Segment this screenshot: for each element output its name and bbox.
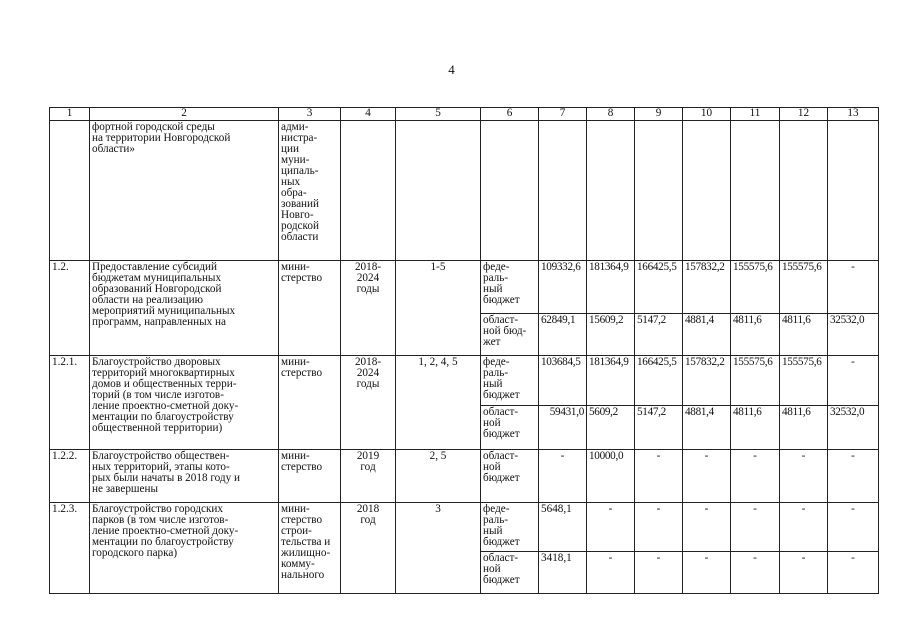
amount: 4881,4 (683, 314, 731, 356)
amount: 4881,4 (683, 406, 731, 450)
amount: 155575,6 (780, 261, 828, 314)
period: 2019 год (341, 450, 396, 503)
amount: 157832,2 (683, 261, 731, 314)
column-number: 1 (50, 108, 90, 121)
column-number: 2 (90, 108, 279, 121)
column-number: 10 (683, 108, 731, 121)
amount: - (828, 450, 879, 503)
funding-source: област- ной бюджет (481, 406, 539, 450)
funding-source: феде- раль- ный бюджет (481, 261, 539, 314)
column-number: 3 (279, 108, 341, 121)
period: 2018 год (341, 503, 396, 594)
funding-source: феде- раль- ный бюджет (481, 356, 539, 406)
column-number: 5 (396, 108, 481, 121)
amount: 5609,2 (587, 406, 635, 450)
amount: 103684,5 (539, 356, 587, 406)
column-number: 7 (539, 108, 587, 121)
continued-executor: адми- нистра- ции муни- ципаль- ных обра- зований Новго- родской области (279, 121, 341, 261)
row-number: 1.2. (50, 261, 90, 356)
amount: - (828, 552, 879, 594)
amount: 166425,5 (635, 261, 683, 314)
continued-activity-name: фортной городской среды на территории Новгородской области» (90, 121, 279, 261)
executor: мини- стерство (279, 450, 341, 503)
indicators: 3 (396, 503, 481, 594)
column-number: 6 (481, 108, 539, 121)
funding-source: област- ной бюджет (481, 552, 539, 594)
amount: 155575,6 (731, 261, 780, 314)
amount: - (635, 503, 683, 552)
amount: - (635, 450, 683, 503)
amount: - (828, 356, 879, 406)
row-number: 1.2.3. (50, 503, 90, 594)
program-table (49, 107, 879, 594)
amount: 62849,1 (539, 314, 587, 356)
executor: мини- стерство (279, 261, 341, 356)
row-number: 1.2.2. (50, 450, 90, 503)
amount: 32532,0 (828, 406, 879, 450)
amount: - (587, 552, 635, 594)
amount: 181364,9 (587, 261, 635, 314)
amount: 4811,6 (780, 406, 828, 450)
activity-name: Благоустройство дворовых территорий многоквартирных домов и общественных терри- торий (в том числе изготов- ление проектно-сметной доку- ментации по благоустройству общественной территории) (90, 356, 279, 450)
amount: 4811,6 (780, 314, 828, 356)
amount: - (587, 503, 635, 552)
table-row (50, 503, 879, 552)
amount: 157832,2 (683, 356, 731, 406)
column-number-row (50, 108, 879, 121)
amount: 4811,6 (731, 314, 780, 356)
amount: 5147,2 (635, 314, 683, 356)
table-row (50, 450, 879, 503)
amount: 15609,2 (587, 314, 635, 356)
table-row (50, 356, 879, 406)
amount: - (731, 503, 780, 552)
funding-source: феде- раль- ный бюджет (481, 503, 539, 552)
amount: 5648,1 (539, 503, 587, 552)
amount: - (780, 552, 828, 594)
column-number: 11 (731, 108, 780, 121)
activity-name: Благоустройство городских парков (в том числе изготов- ление проектно-сметной доку- ментации по благоустройству городского парка) (90, 503, 279, 594)
funding-source: област- ной бюджет (481, 450, 539, 503)
amount: 5147,2 (635, 406, 683, 450)
funding-source: област- ной бюд- жет (481, 314, 539, 356)
amount: 109332,6 (539, 261, 587, 314)
continuation-row (50, 121, 879, 261)
amount: - (731, 552, 780, 594)
page-number: 4 (448, 62, 455, 77)
amount: - (828, 503, 879, 552)
amount: 32532,0 (828, 314, 879, 356)
amount: - (828, 261, 879, 314)
column-number: 9 (635, 108, 683, 121)
row-number: 1.2.1. (50, 356, 90, 450)
amount: - (683, 503, 731, 552)
indicators: 1, 2, 4, 5 (396, 356, 481, 450)
amount: 10000,0 (587, 450, 635, 503)
amount: - (539, 450, 587, 503)
indicators: 2, 5 (396, 450, 481, 503)
period: 2018- 2024 годы (341, 356, 396, 450)
amount: - (683, 552, 731, 594)
amount: - (683, 450, 731, 503)
amount: - (780, 450, 828, 503)
executor: мини- стерство строи- тельства и жилищно- комму- нального (279, 503, 341, 594)
table-row (50, 261, 879, 314)
amount: 181364,9 (587, 356, 635, 406)
amount: 155575,6 (780, 356, 828, 406)
amount: - (731, 450, 780, 503)
indicators: 1-5 (396, 261, 481, 356)
period: 2018- 2024 годы (341, 261, 396, 356)
amount: - (780, 503, 828, 552)
column-number: 12 (780, 108, 828, 121)
amount: 4811,6 (731, 406, 780, 450)
executor: мини- стерство (279, 356, 341, 450)
amount: - (635, 552, 683, 594)
column-number: 13 (828, 108, 879, 121)
activity-name: Предоставление субсидий бюджетам муниципальных образований Новгородской области на реализацию мероприятий муниципальных программ, направленных на (90, 261, 279, 356)
column-number: 8 (587, 108, 635, 121)
amount: 59431,0 (539, 406, 587, 450)
amount: 166425,5 (635, 356, 683, 406)
amount: 155575,6 (731, 356, 780, 406)
activity-name: Благоустройство обществен- ных территорий, этапы кото- рых были начаты в 2018 году и не завершены (90, 450, 279, 503)
amount: 3418,1 (539, 552, 587, 594)
column-number: 4 (341, 108, 396, 121)
